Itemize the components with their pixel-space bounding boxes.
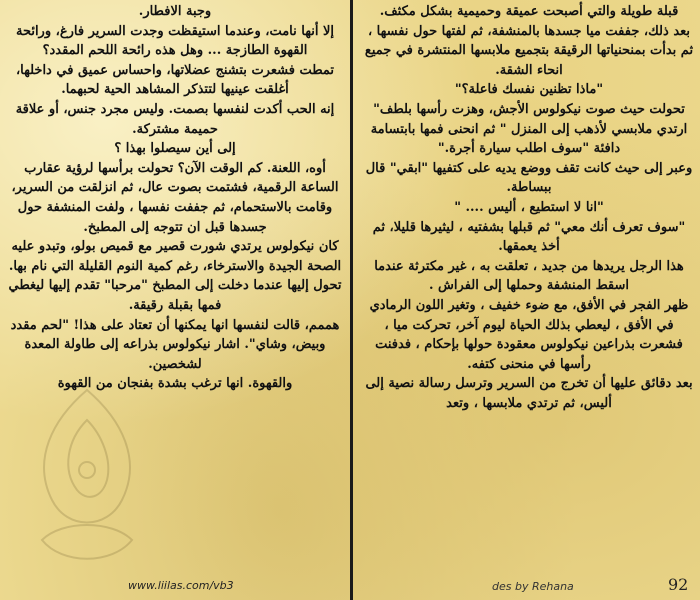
paragraph: بعد دقائق عليها أن تخرج من السرير وترسل رسالة نصية إلى أليس، ثم ترتدي ملابسها ، وتعد [365,376,693,411]
designer-credit: des by Rehana [492,580,574,593]
paragraph: تحول إليها عندما دخلت إلى المطبخ "مرحبا" تقدم إليها ليغطي فمها بقبلة رقيقة. [8,278,342,313]
paragraph: "سوف تعرف أنك معي" ثم قبلها بشفتيه ، ليثيرها قليلا، ثم أخذ يعمقها. [372,219,686,255]
paragraph: إلى أين سيصلوا بهذا ؟ [114,141,236,157]
paragraph: هذا الرجل يريدها من جديد ، تعلقت به ، غير مكترثة عندما اسقط المنشفة وحملها إلى الفراش . [374,258,684,294]
paragraph: "انا لا استطيع ، أليس .... " [454,199,604,215]
paragraph: هممم، قالت لنفسها انها يمكنها أن تعتاد على هذا! "لحم مقدد وبيض، وشاي". اشار نيكولوس بذراعه إلى طاولة المعدة لشخصين. [10,317,340,372]
ornament-watermark [12,380,162,580]
paragraph: تحولت حيث صوت نيكولوس الأجش، وهزت رأسها بلطف" ارتدي ملابسي لأذهب إلى المنزل " ثم انحنى فمها بابتسامة دافئة "سوف اطلب سيارة أجرة." [370,101,688,157]
paragraph: أوه، اللعنة. كم الوقت الآن؟ تحولت برأسها لرؤية عقارب الساعة الرقمية، فشتمت بصوت عال، ثم انزلقت من السرير، وقامت بالاستحمام، ثم جففت نفسها ، ولفت المنشفة حول جسدها قبل ان تتوجه إلى المطبخ. [11,160,339,235]
left-column [6,2,344,394]
right-column [362,2,696,413]
footer-url: www.liilas.com/vb3 [128,579,234,592]
paragraph: والقهوة. انها ترغب بشدة بفنجان من القهوة [57,376,293,392]
column-divider [350,0,353,600]
paragraph: بعد ذلك، جففت ميا جسدها بالمنشفة، ثم لفتها حول نفسها ، ثم بدأت بمنحنياتها الرقيقة بتجميع ملابسها المنتشرة في جميع انحاء الشقة. [364,23,694,78]
paragraph: وجبة الافطار. [138,4,212,19]
paragraph: قبلة طويلة والتي أصبحت عميقة وحميمية بشكل مكثف. [379,4,679,19]
paragraph: كان نيكولوس يرتدي شورت قصير مع قميص بولو، وتبدو عليه الصحة الجيدة والاسترخاء، رغم كمية النوم القليلة التي نام بها. [8,239,342,274]
paragraph: "ماذا تظنين نفسك فاعلة؟" [454,82,604,98]
paragraph: تمطت فشعرت بتشنج عضلاتها، واحساس عميق في داخلها، أغلقت عينيها لتتذكر المشاهد الحية لحبهما. [15,62,335,98]
paragraph: إلا أنها نامت، وعندما استيقظت وجدت السرير فارغ، ورائحة القهوة الطازجة ... وهل هذه رائحة اللحم المقدد؟ [15,23,335,59]
paragraph: وعبر إلى حيث كانت تقف ووضع يديه على كتفيها "ابقي" قال ببساطة. [365,160,693,196]
paragraph: إنه الحب أكدت لنفسها بصمت. وليس مجرد جنس، أو علاقة حميمة مشتركة. [15,101,335,137]
page-number: 92 [668,575,689,594]
paragraph: ظهر الفجر في الأفق، مع ضوء خفيف ، وتغير اللون الرمادي في الأفق ، ليعطي بذلك الحياة ليوم آخر، تحركت ميا ، فشعرت بذراعين نيكولوس معقودة حولها بإحكام ، فدفنت رأسها في منحنى كتفه. [369,297,689,372]
